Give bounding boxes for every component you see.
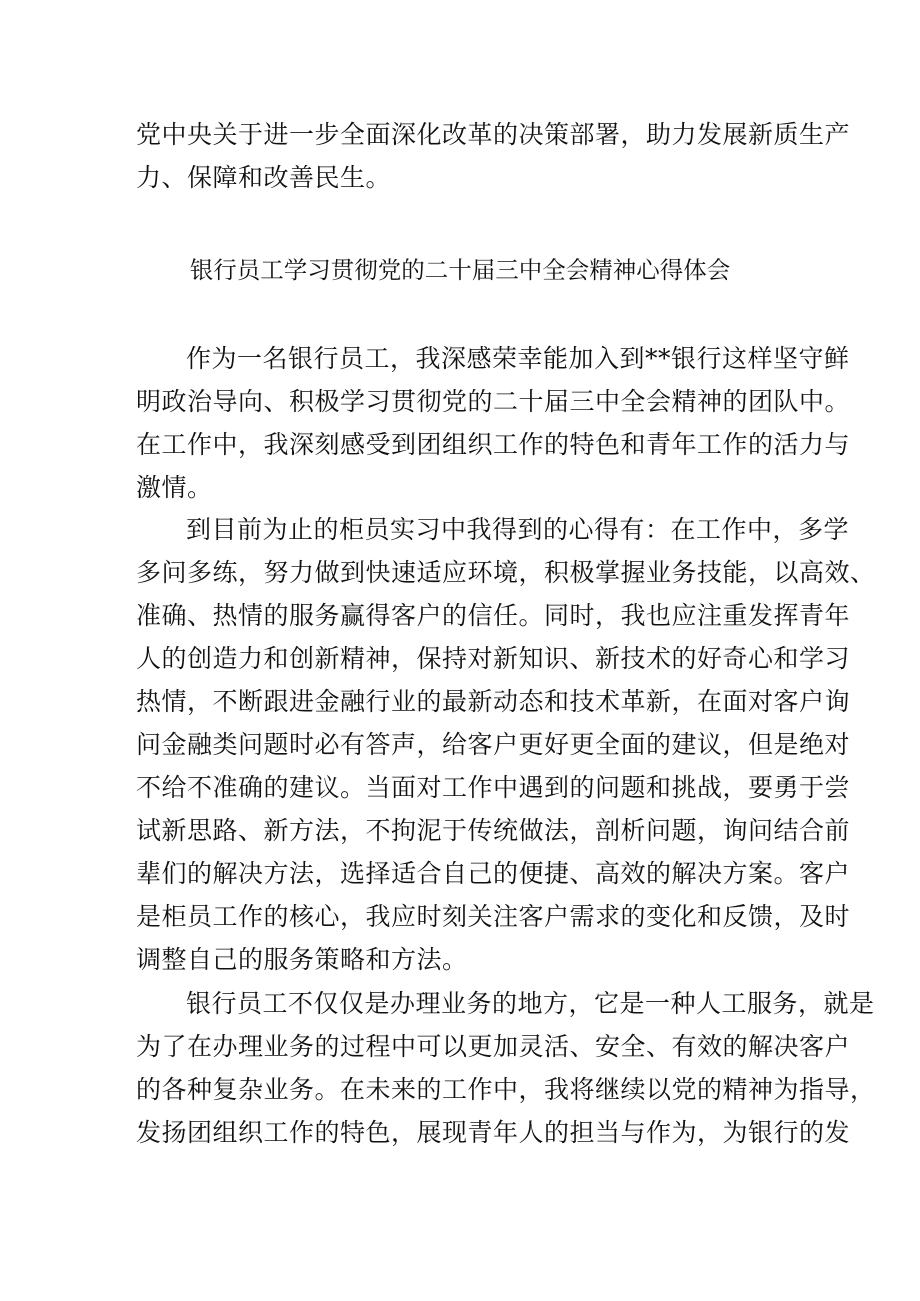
text-line: 力、保障和改善民生。 xyxy=(136,163,392,192)
text-line: 到目前为止的柜员实习中我得到的心得有：在工作中，多学 xyxy=(186,515,850,544)
text-line: 多问多练，努力做到快速适应环境，积极掌握业务技能，以高效、 xyxy=(136,558,876,587)
text-line: 激情。 xyxy=(136,473,213,502)
text-line: 的各种复杂业务。在未来的工作中，我将继续以党的精神为指导， xyxy=(136,1075,876,1104)
text-line: 作为一名银行员工，我深感荣幸能加入到**银行这样坚守鲜 xyxy=(186,344,850,373)
paragraph-2 xyxy=(136,508,876,981)
document-title: 银行员工学习贯彻党的二十届三中全会精神心得体会 xyxy=(189,256,731,284)
text-line: 准确、热情的服务赢得客户的信任。同时，我也应注重发挥青年 xyxy=(136,601,851,630)
text-line: 是柜员工作的核心，我应时刻关注客户需求的变化和反馈，及时 xyxy=(136,902,851,931)
intro-paragraph xyxy=(136,113,851,199)
text-line: 试新思路、新方法，不拘泥于传统做法，剖析问题，询问结合前 xyxy=(136,816,851,845)
text-line: 热情，不断跟进金融行业的最新动态和技术革新，在面对客户询 xyxy=(136,687,851,716)
text-line: 不给不准确的建议。当面对工作中遇到的问题和挑战，要勇于尝 xyxy=(136,773,851,802)
text-line: 为了在办理业务的过程中可以更加灵活、安全、有效的解决客户 xyxy=(136,1032,851,1061)
text-line: 调整自己的服务策略和方法。 xyxy=(136,945,468,974)
text-line: 明政治导向、积极学习贯彻党的二十届三中全会精神的团队中。 xyxy=(136,387,851,416)
text-line: 在工作中，我深刻感受到团组织工作的特色和青年工作的活力与 xyxy=(136,430,851,459)
paragraph-3 xyxy=(136,982,876,1154)
text-line: 人的创造力和创新精神，保持对新知识、新技术的好奇心和学习 xyxy=(136,644,851,673)
text-line: 发扬团组织工作的特色，展现青年人的担当与作为，为银行的发 xyxy=(136,1118,851,1147)
text-line: 辈们的解决方法，选择适合自己的便捷、高效的解决方案。客户 xyxy=(136,859,851,888)
text-line: 问金融类问题时必有答声，给客户更好更全面的建议，但是绝对 xyxy=(136,730,851,759)
text-line: 党中央关于进一步全面深化改革的决策部署，助力发展新质生产 xyxy=(136,120,851,149)
paragraph-1 xyxy=(136,337,851,509)
text-line: 银行员工不仅仅是办理业务的地方，它是一种人工服务，就是 xyxy=(186,989,875,1018)
